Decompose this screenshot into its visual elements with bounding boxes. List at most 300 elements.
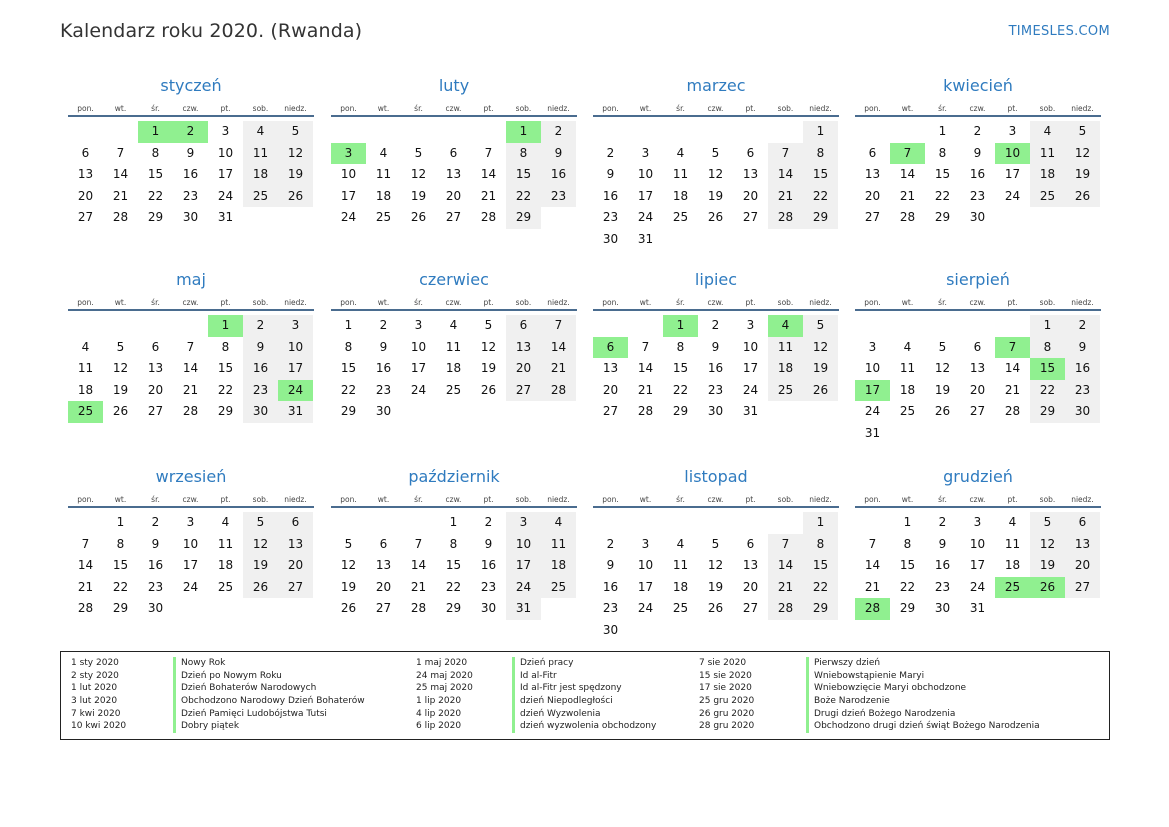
brand-link[interactable]: TIMESLES.COM: [1008, 24, 1110, 39]
weekday-header: [855, 294, 1101, 311]
day-cell: 2: [151, 515, 160, 529]
weekday-header: [68, 294, 314, 311]
day-cell: 15: [217, 361, 234, 376]
holiday-day-cell: 2: [173, 121, 208, 143]
day-cell: 23: [375, 382, 392, 397]
day-grid: [593, 512, 838, 642]
day-cell: 31: [506, 598, 541, 620]
day-cell: 22: [147, 188, 164, 203]
weekday-label: wt.: [377, 298, 390, 307]
day-cell: 18: [243, 164, 278, 186]
day-cell: 17: [506, 555, 541, 577]
weekday-label: pt.: [1007, 104, 1018, 113]
day-cell: 25: [243, 186, 278, 208]
weekday-label: niedz.: [547, 104, 570, 113]
weekday-label: czw.: [182, 495, 199, 504]
day-cell: 21: [637, 382, 654, 397]
day-cell: 22: [217, 382, 234, 397]
day-cell: 10: [410, 339, 427, 354]
holiday-day-cell: 15: [1030, 358, 1065, 380]
day-grid: [331, 121, 576, 229]
day-cell: 29: [340, 404, 357, 419]
weekday-label: pon.: [864, 298, 881, 307]
day-cell: 21: [899, 188, 916, 203]
legend-date: 25 maj 2020: [416, 683, 473, 694]
day-cell: 4: [81, 339, 90, 354]
month-block: [68, 266, 314, 423]
empty-cell: [401, 121, 436, 143]
empty-cell: [173, 315, 208, 337]
day-cell: 31: [217, 210, 234, 225]
weekday-label: wt.: [114, 104, 127, 113]
day-cell: 7: [81, 536, 90, 551]
holiday-day-cell: 6: [593, 337, 628, 359]
day-cell: 10: [637, 167, 654, 182]
day-cell: 23: [707, 382, 724, 397]
day-cell: 12: [707, 558, 724, 573]
weekday-label: śr.: [676, 298, 685, 307]
day-cell: 14: [1004, 361, 1021, 376]
weekday-label: pt.: [1007, 495, 1018, 504]
day-cell: 19: [934, 382, 951, 397]
day-cell: 9: [606, 558, 615, 573]
legend-holiday: Id al-Fitr: [512, 670, 656, 683]
day-cell: 18: [217, 558, 234, 573]
weekday-label: pon.: [864, 104, 881, 113]
day-cell: 27: [1065, 577, 1100, 599]
day-cell: 27: [742, 210, 759, 225]
day-cell: 11: [541, 534, 576, 556]
empty-cell: [628, 512, 663, 534]
day-cell: 29: [112, 601, 129, 616]
weekday-label: pt.: [745, 104, 756, 113]
weekday-label: pt.: [220, 104, 231, 113]
day-cell: 9: [243, 337, 278, 359]
weekday-label: wt.: [114, 495, 127, 504]
month-name: wrzesień: [155, 467, 227, 486]
day-cell: 26: [278, 186, 313, 208]
day-cell: 11: [375, 167, 392, 182]
day-grid: [68, 315, 313, 423]
day-cell: 11: [77, 361, 94, 376]
weekday-label: czw.: [182, 298, 199, 307]
weekday-label: niedz.: [1071, 495, 1094, 504]
legend-dates-3: [699, 657, 754, 733]
day-cell: 26: [410, 210, 427, 225]
day-cell: 4: [1030, 121, 1065, 143]
day-cell: 21: [541, 358, 576, 380]
day-cell: 11: [445, 339, 462, 354]
holiday-day-cell: 7: [890, 143, 925, 165]
day-cell: 27: [742, 601, 759, 616]
day-cell: 19: [707, 188, 724, 203]
empty-cell: [628, 315, 663, 337]
day-cell: 3: [746, 318, 755, 332]
day-cell: 20: [506, 358, 541, 380]
weekday-label: pt.: [745, 298, 756, 307]
day-cell: 29: [899, 601, 916, 616]
empty-cell: [855, 121, 890, 143]
day-cell: 2: [484, 515, 493, 529]
day-cell: 1: [803, 512, 838, 534]
day-cell: 19: [480, 361, 497, 376]
legend-names-1: [173, 657, 365, 733]
day-cell: 26: [340, 601, 357, 616]
day-cell: 20: [1065, 555, 1100, 577]
day-cell: 7: [641, 339, 650, 354]
month-block: [331, 72, 577, 229]
weekday-label: niedz.: [1071, 104, 1094, 113]
month-name: styczeń: [160, 76, 222, 95]
day-cell: 17: [182, 558, 199, 573]
day-cell: 18: [672, 188, 689, 203]
weekday-label: sob.: [1039, 104, 1056, 113]
day-cell: 3: [221, 124, 230, 138]
day-cell: 7: [186, 339, 195, 354]
empty-cell: [855, 512, 890, 534]
empty-cell: [855, 315, 890, 337]
weekday-label: wt.: [901, 104, 914, 113]
day-cell: 16: [375, 361, 392, 376]
day-cell: 21: [1004, 382, 1021, 397]
day-cell: 8: [803, 143, 838, 165]
day-cell: 18: [445, 361, 462, 376]
day-cell: 4: [221, 515, 230, 529]
day-cell: 25: [768, 380, 803, 402]
day-cell: 13: [1065, 534, 1100, 556]
weekday-label: pon.: [602, 104, 619, 113]
day-cell: 18: [1030, 164, 1065, 186]
day-cell: 23: [480, 579, 497, 594]
day-cell: 8: [1030, 337, 1065, 359]
day-cell: 31: [969, 601, 986, 616]
day-cell: 23: [147, 579, 164, 594]
legend-holiday: Dobry piątek: [173, 720, 365, 733]
day-cell: 29: [803, 598, 838, 620]
day-cell: 5: [938, 339, 947, 354]
empty-cell: [698, 121, 733, 143]
day-cell: 29: [934, 210, 951, 225]
weekday-label: niedz.: [809, 298, 832, 307]
day-cell: 26: [803, 380, 838, 402]
day-cell: 23: [602, 210, 619, 225]
legend-dates-1: [71, 657, 126, 733]
day-cell: 2: [541, 121, 576, 143]
weekday-label: pon.: [340, 495, 357, 504]
day-cell: 18: [768, 358, 803, 380]
day-cell: 22: [506, 186, 541, 208]
day-cell: 9: [379, 339, 388, 354]
legend-date: 2 sty 2020: [71, 670, 119, 681]
day-cell: 17: [969, 558, 986, 573]
legend-holiday: Dzień po Nowym Roku: [173, 670, 365, 683]
day-cell: 15: [506, 164, 541, 186]
weekday-label: czw.: [969, 298, 986, 307]
weekday-label: pon.: [864, 495, 881, 504]
day-cell: 17: [278, 358, 313, 380]
day-cell: 20: [147, 382, 164, 397]
weekday-label: sob.: [252, 495, 269, 504]
weekday-header: [68, 491, 314, 508]
day-cell: 12: [112, 361, 129, 376]
day-cell: 30: [375, 404, 392, 419]
day-cell: 18: [1004, 558, 1021, 573]
weekday-label: czw.: [445, 298, 462, 307]
empty-cell: [628, 121, 663, 143]
day-cell: 16: [1065, 358, 1100, 380]
day-cell: 9: [606, 167, 615, 182]
month-name: czerwiec: [419, 270, 489, 289]
day-cell: 24: [217, 188, 234, 203]
weekday-label: sob.: [777, 298, 794, 307]
day-cell: 23: [602, 601, 619, 616]
day-cell: 9: [186, 145, 195, 160]
day-cell: 30: [147, 601, 164, 616]
day-cell: 23: [1065, 380, 1100, 402]
day-cell: 12: [707, 167, 724, 182]
day-cell: 20: [742, 188, 759, 203]
day-cell: 1: [344, 318, 353, 332]
weekday-label: sob.: [515, 104, 532, 113]
day-cell: 16: [934, 558, 951, 573]
day-cell: 25: [672, 210, 689, 225]
legend-holiday: Wniebowzięcie Maryi obchodzone: [806, 682, 1040, 695]
empty-cell: [68, 121, 103, 143]
day-cell: 18: [77, 382, 94, 397]
weekday-label: sob.: [515, 298, 532, 307]
day-cell: 15: [672, 361, 689, 376]
day-cell: 20: [278, 555, 313, 577]
day-cell: 3: [414, 318, 423, 332]
day-cell: 7: [484, 145, 493, 160]
day-cell: 9: [484, 536, 493, 551]
day-cell: 18: [375, 188, 392, 203]
legend-holiday: Boże Narodzenie: [806, 695, 1040, 708]
day-cell: 22: [934, 188, 951, 203]
day-cell: 23: [934, 579, 951, 594]
day-cell: 24: [969, 579, 986, 594]
day-cell: 6: [278, 512, 313, 534]
day-cell: 9: [151, 536, 160, 551]
weekday-header: [593, 294, 839, 311]
weekday-label: pt.: [220, 495, 231, 504]
day-grid: [331, 512, 576, 620]
day-cell: 1: [449, 515, 458, 529]
month-name: lipiec: [694, 270, 738, 289]
legend-holiday: Dzień pracy: [512, 657, 656, 670]
day-cell: 19: [410, 188, 427, 203]
empty-cell: [995, 315, 1030, 337]
day-cell: 11: [672, 167, 689, 182]
day-cell: 3: [278, 315, 313, 337]
holiday-day-cell: 3: [331, 143, 366, 165]
day-cell: 8: [151, 145, 160, 160]
legend-holiday: Nowy Rok: [173, 657, 365, 670]
legend-holiday: Obchodzono Narodowy Dzień Bohaterów: [173, 695, 365, 708]
weekday-label: sob.: [777, 495, 794, 504]
weekday-label: śr.: [938, 298, 947, 307]
day-cell: 26: [243, 577, 278, 599]
day-cell: 28: [480, 210, 497, 225]
month-block: [593, 72, 839, 251]
day-cell: 7: [116, 145, 125, 160]
day-cell: 14: [541, 337, 576, 359]
weekday-label: pon.: [77, 298, 94, 307]
day-cell: 6: [1065, 512, 1100, 534]
day-cell: 20: [864, 188, 881, 203]
day-cell: 7: [868, 536, 877, 551]
day-cell: 13: [445, 167, 462, 182]
day-cell: 6: [746, 536, 755, 551]
legend-date: 17 sie 2020: [699, 683, 752, 694]
weekday-label: pon.: [77, 104, 94, 113]
day-cell: 9: [541, 143, 576, 165]
day-cell: 28: [1004, 404, 1021, 419]
day-cell: 29: [506, 207, 541, 229]
day-cell: 14: [637, 361, 654, 376]
month-block: [331, 266, 577, 423]
day-cell: 12: [480, 339, 497, 354]
empty-cell: [593, 315, 628, 337]
day-grid: [855, 121, 1100, 229]
weekday-label: sob.: [1039, 298, 1056, 307]
day-cell: 20: [375, 579, 392, 594]
day-cell: 15: [803, 164, 838, 186]
day-cell: 27: [147, 404, 164, 419]
day-cell: 30: [707, 404, 724, 419]
day-cell: 23: [541, 186, 576, 208]
weekday-label: pt.: [745, 495, 756, 504]
weekday-label: śr.: [151, 298, 160, 307]
day-cell: 12: [340, 558, 357, 573]
day-cell: 12: [278, 143, 313, 165]
weekday-header: [855, 100, 1101, 117]
day-cell: 28: [182, 404, 199, 419]
day-cell: 24: [410, 382, 427, 397]
day-cell: 1: [1030, 315, 1065, 337]
day-cell: 7: [541, 315, 576, 337]
day-cell: 27: [506, 380, 541, 402]
day-cell: 5: [1065, 121, 1100, 143]
day-cell: 22: [672, 382, 689, 397]
weekday-label: wt.: [377, 495, 390, 504]
day-cell: 16: [243, 358, 278, 380]
day-cell: 20: [742, 579, 759, 594]
day-cell: 4: [1008, 515, 1017, 529]
weekday-label: wt.: [901, 298, 914, 307]
holiday-day-cell: 10: [995, 143, 1030, 165]
weekday-label: niedz.: [809, 495, 832, 504]
day-cell: 22: [803, 186, 838, 208]
day-cell: 1: [116, 515, 125, 529]
day-cell: 13: [375, 558, 392, 573]
day-cell: 5: [344, 536, 353, 551]
empty-cell: [768, 512, 803, 534]
day-cell: 27: [864, 210, 881, 225]
day-cell: 19: [278, 164, 313, 186]
empty-cell: [366, 121, 401, 143]
day-grid: [593, 315, 838, 423]
day-cell: 25: [375, 210, 392, 225]
day-cell: 27: [969, 404, 986, 419]
day-cell: 3: [1008, 124, 1017, 138]
day-cell: 19: [707, 579, 724, 594]
day-cell: 6: [868, 145, 877, 160]
weekday-label: pt.: [1007, 298, 1018, 307]
weekday-header: [331, 100, 577, 117]
day-cell: 11: [243, 143, 278, 165]
weekday-label: sob.: [515, 495, 532, 504]
day-cell: 1: [938, 124, 947, 138]
day-cell: 19: [1065, 164, 1100, 186]
legend-date: 24 maj 2020: [416, 670, 473, 681]
month-name: sierpień: [946, 270, 1010, 289]
day-cell: 14: [77, 558, 94, 573]
day-cell: 6: [151, 339, 160, 354]
day-cell: 4: [449, 318, 458, 332]
day-cell: 29: [217, 404, 234, 419]
day-grid: [855, 315, 1100, 445]
day-cell: 18: [541, 555, 576, 577]
day-cell: 17: [217, 167, 234, 182]
day-cell: 25: [541, 577, 576, 599]
weekday-label: niedz.: [547, 495, 570, 504]
day-cell: 15: [112, 558, 129, 573]
legend-date: 3 lut 2020: [71, 696, 118, 707]
legend-date: 25 gru 2020: [699, 696, 755, 707]
weekday-label: czw.: [969, 495, 986, 504]
weekday-label: niedz.: [1071, 298, 1094, 307]
day-cell: 28: [410, 601, 427, 616]
day-cell: 21: [768, 577, 803, 599]
weekday-label: wt.: [639, 298, 652, 307]
holiday-day-cell: 25: [995, 577, 1030, 599]
day-cell: 27: [602, 404, 619, 419]
legend-holiday: dzień Niepodległości: [512, 695, 656, 708]
day-cell: 24: [1004, 188, 1021, 203]
day-cell: 29: [445, 601, 462, 616]
weekday-label: śr.: [938, 495, 947, 504]
empty-cell: [890, 121, 925, 143]
day-cell: 22: [340, 382, 357, 397]
day-cell: 11: [768, 337, 803, 359]
day-cell: 27: [278, 577, 313, 599]
day-cell: 27: [375, 601, 392, 616]
day-cell: 28: [77, 601, 94, 616]
day-cell: 30: [243, 401, 278, 423]
legend-date: 6 lip 2020: [416, 721, 462, 732]
weekday-label: pt.: [483, 104, 494, 113]
day-cell: 12: [1065, 143, 1100, 165]
day-cell: 13: [742, 558, 759, 573]
weekday-label: pon.: [602, 298, 619, 307]
legend-dates-2: [416, 657, 473, 733]
weekday-label: czw.: [707, 104, 724, 113]
day-cell: 25: [445, 382, 462, 397]
empty-cell: [103, 121, 138, 143]
day-cell: 8: [221, 339, 230, 354]
holiday-day-cell: 1: [208, 315, 243, 337]
day-cell: 2: [606, 536, 615, 551]
day-cell: 8: [116, 536, 125, 551]
day-cell: 30: [602, 231, 619, 246]
weekday-label: śr.: [414, 495, 423, 504]
day-cell: 5: [1030, 512, 1065, 534]
empty-cell: [960, 315, 995, 337]
weekday-label: śr.: [676, 104, 685, 113]
day-cell: 16: [480, 558, 497, 573]
weekday-label: pon.: [602, 495, 619, 504]
